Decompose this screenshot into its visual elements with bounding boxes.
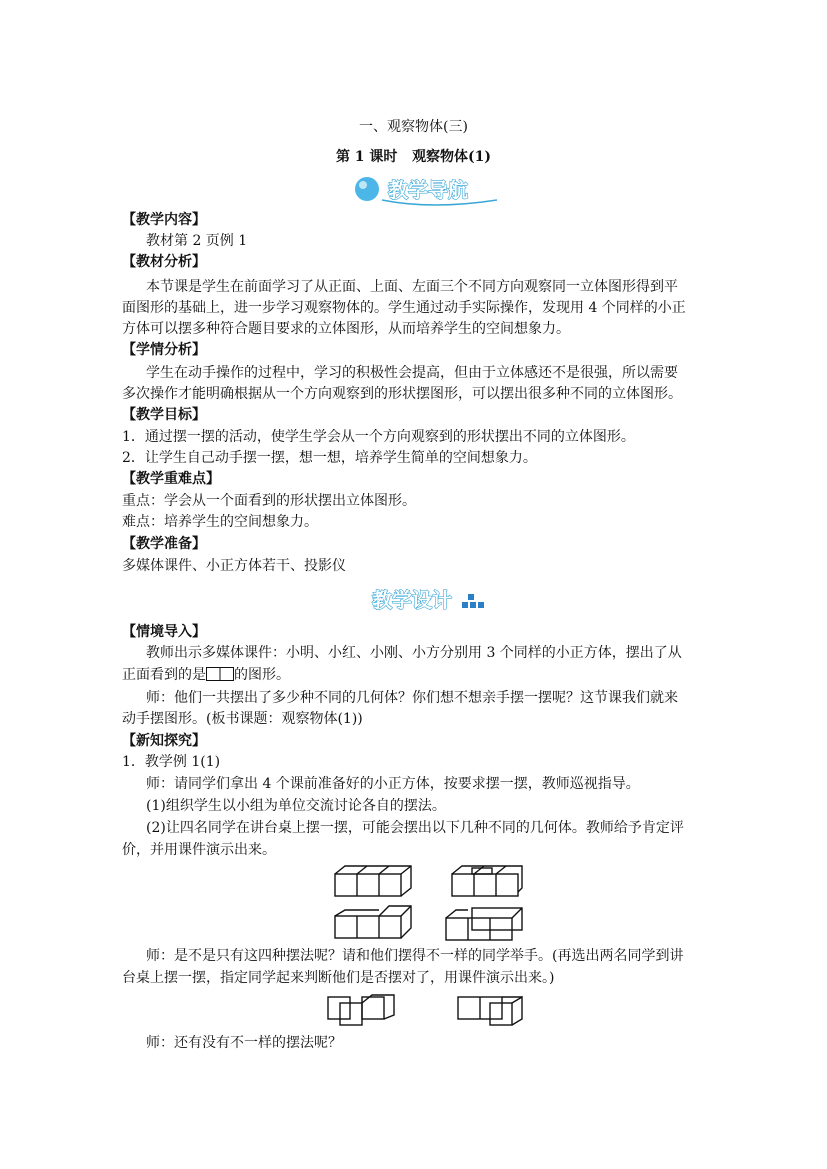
student-heading: 【学情分析】 — [122, 342, 206, 358]
student-line: 多次操作才能明确根据从一个方向观察到的形状摆图形，可以摆出很多种不同的立体图形。 — [122, 386, 682, 402]
example-label: 1．教学例 1(1) — [122, 754, 221, 770]
design-banner-text: 教学设计 — [372, 588, 452, 612]
analysis-line: 面图形的基础上，进一步学习观察物体的。学生通过动手实际操作，发现用 4 个同样的小正 — [122, 300, 686, 316]
cube-figure-e — [328, 995, 394, 1025]
teacher-question: 师：还有没有不一样的摆法呢？ — [146, 1035, 342, 1051]
cube-figure-b — [452, 866, 522, 896]
step-item: (1)组织学生以小组为单位交流讨论各自的摆法。 — [146, 798, 446, 814]
goals-heading: 【教学目标】 — [122, 407, 206, 423]
prep-text: 多媒体课件、小正方体若干、投影仪 — [122, 558, 346, 574]
analysis-line: 本节课是学生在前面学习了从正面、上面、左面三个不同方向观察同一立体图形得到平 — [146, 279, 678, 295]
teacher-instruction: 师：请同学们拿出 4 个课前准备好的小正方体，按要求摆一摆，教师巡视指导。 — [146, 776, 640, 792]
content-heading: 【教学内容】 — [122, 212, 206, 228]
blocks-icon — [462, 594, 484, 608]
prep-heading: 【教学准备】 — [122, 536, 206, 552]
lesson-title — [0, 146, 827, 166]
student-line: 学生在动手操作的过程中，学习的积极性会提高，但由于立体感还不是很强，所以需要 — [146, 365, 678, 381]
analysis-heading: 【教材分析】 — [122, 254, 206, 270]
teaching-design-banner — [368, 582, 493, 618]
teacher-question: 师：他们一共摆出了多少种不同的几何体？你们想不想亲手摆一摆呢？这节课我们就来 — [146, 690, 678, 706]
teacher-question: 台桌上摆一摆，指定同学起来判断他们是否摆对了，用课件演示出来。) — [122, 970, 555, 986]
teacher-question: 动手摆图形。(板书课题：观察物体(1)) — [122, 711, 363, 727]
intro-line — [122, 665, 706, 686]
key-point: 重点：学会从一个面看到的形状摆出立体图形。 — [122, 493, 416, 509]
cube-figure-d — [446, 908, 522, 940]
chapter-title: 一、观察物体(三) — [359, 119, 468, 135]
explore-heading: 【新知探究】 — [122, 733, 206, 749]
cube-figure-c — [335, 906, 411, 938]
analysis-line: 方体可以摆多种符合题目要求的立体图形，从而培养学生的空间想象力。 — [122, 321, 570, 337]
goal-item: 2．让学生自己动手摆一摆，想一想，培养学生简单的空间想象力。 — [122, 450, 537, 466]
intro-heading: 【情境导入】 — [122, 624, 206, 640]
intro-line-a: 正面看到的是 — [122, 667, 206, 683]
cube-figure-a — [335, 866, 411, 896]
teaching-nav-banner — [352, 170, 504, 210]
nav-banner-text: 教学导航 — [388, 178, 468, 202]
intro-line-b: 的图形。 — [234, 667, 290, 683]
step-item: (2)让四名同学在讲台桌上摆一摆，可能会摆出以下几种不同的几何体。教师给予肯定评 — [146, 820, 684, 836]
cube-figure-row1 — [330, 862, 530, 902]
lesson-name: 观察物体(1) — [412, 149, 492, 165]
cube-figure-row2 — [330, 904, 530, 944]
lesson-label: 第 1 课时 — [335, 149, 398, 165]
difficult-point: 难点：培养学生的空间想象力。 — [122, 514, 318, 530]
step-item: 价，并用课件演示出来。 — [122, 842, 276, 858]
cube-figure-f — [458, 997, 522, 1025]
goal-item: 1．通过摆一摆的活动，使学生学会从一个方向观察到的形状摆出不同的立体图形。 — [122, 429, 635, 445]
two-squares-icon — [206, 667, 234, 681]
banner-bubble-icon — [355, 177, 379, 201]
intro-line: 教师出示多媒体课件：小明、小红、小刚、小方分别用 3 个同样的小正方体，摆出了从 — [146, 645, 682, 661]
content-text: 教材第 2 页例 1 — [146, 233, 248, 249]
teacher-question: 师：是不是只有这四种摆法呢？请和他们摆得不一样的同学举手。(再选出两名同学到讲 — [146, 948, 684, 964]
keypoints-heading: 【教学重难点】 — [122, 471, 220, 487]
cube-figure-row3 — [325, 993, 540, 1031]
